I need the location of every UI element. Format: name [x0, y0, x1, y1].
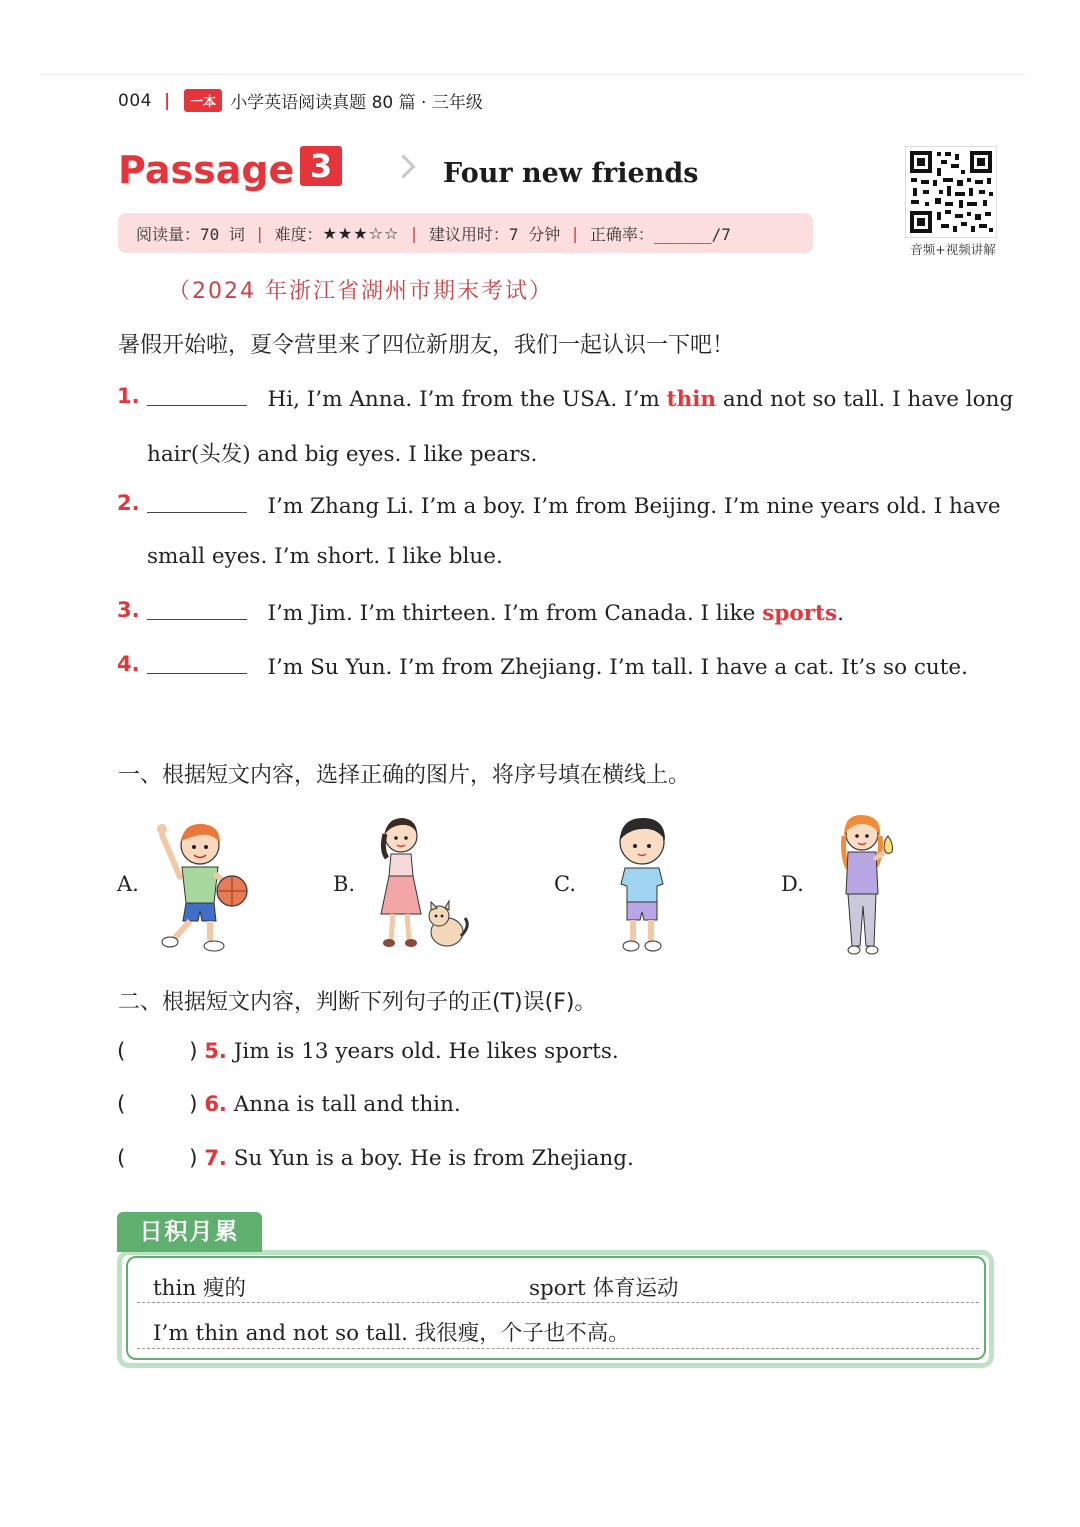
item-number: 4.	[117, 652, 140, 676]
info-bar	[118, 213, 813, 253]
girl-with-cat-image[interactable]	[365, 810, 475, 955]
answer-paren-open[interactable]: (	[117, 1039, 126, 1064]
question-text: Jim is 13 years old. He likes sports.	[233, 1039, 619, 1064]
option-label-a: A.	[117, 872, 139, 896]
answer-paren-open[interactable]: (	[117, 1146, 126, 1171]
page-number: 004	[118, 90, 152, 111]
vocab-word-sport: sport 体育运动	[529, 1276, 679, 1301]
item-2-line	[147, 490, 1001, 519]
book-title: 小学英语阅读真题 80 篇 · 三年级	[230, 93, 483, 113]
accuracy-field[interactable]: 正确率：______/7	[589, 224, 731, 244]
item-1-text: and not so tall. I have long	[716, 387, 1014, 412]
item-1-text: Hi, I’m Anna. I’m from the USA. I’m	[267, 387, 667, 412]
answer-blank[interactable]	[147, 597, 247, 620]
passage-label: Passage	[118, 148, 295, 192]
boy-blue-shirt-image[interactable]	[605, 812, 680, 957]
info-separator: |	[570, 223, 580, 243]
word-count: 阅读量：70 词	[136, 224, 245, 244]
question-text: Su Yun is a boy. He is from Zhejiang.	[233, 1146, 634, 1171]
question-number: 5.	[204, 1039, 227, 1063]
dashed-divider	[137, 1348, 979, 1349]
difficulty-stars-filled: ★★★	[322, 223, 369, 243]
header-separator: |	[163, 90, 171, 111]
difficulty-stars-empty: ☆☆	[368, 223, 400, 243]
item-2-line-2: small eyes. I’m short. I like blue.	[147, 544, 503, 569]
qr-code-icon[interactable]	[905, 146, 997, 238]
option-label-b: B.	[333, 872, 356, 896]
answer-blank[interactable]	[147, 383, 247, 406]
top-rule	[40, 74, 1025, 75]
answer-paren-close: )	[189, 1146, 198, 1171]
info-separator: |	[254, 223, 265, 243]
question-text: Anna is tall and thin.	[233, 1092, 461, 1117]
option-label-d: D.	[781, 872, 804, 896]
tf-question	[117, 1146, 634, 1171]
suggested-time: 建议用时：7 分钟	[428, 224, 561, 244]
item-3-text: I’m Jim. I’m thirteen. I’m from Canada. I like	[267, 601, 763, 626]
tf-question	[117, 1092, 461, 1117]
chevron-right-icon	[391, 154, 415, 178]
item-4-text: I’m Su Yun. I’m from Zhejiang. I’m tall. I have a cat. It’s so cute.	[267, 655, 968, 680]
keyword-thin: thin	[666, 387, 717, 412]
vocab-tab: 日积月累	[117, 1212, 262, 1252]
item-3-line	[147, 597, 844, 626]
tf-question	[117, 1039, 619, 1064]
passage-number: 3	[300, 146, 342, 186]
answer-paren-close: )	[189, 1039, 198, 1064]
vocab-sentence: I’m thin and not so tall. 我很瘦，个子也不高。	[153, 1321, 630, 1346]
keyword-sports: sports	[762, 601, 838, 626]
item-number: 3.	[117, 598, 140, 622]
answer-paren-open[interactable]: (	[117, 1092, 126, 1117]
item-1-line-2: hair(头发) and big eyes. I like pears.	[147, 442, 538, 467]
item-4-line	[147, 651, 968, 680]
dashed-divider	[137, 1302, 979, 1303]
answer-blank[interactable]	[147, 490, 247, 513]
passage-title: Four new friends	[443, 158, 699, 189]
exam-source: （2024 年浙江省湖州市期末考试）	[168, 279, 553, 304]
item-1-line	[147, 383, 1013, 412]
answer-blank[interactable]	[147, 651, 247, 674]
brand-logo: 一本	[184, 89, 222, 112]
intro-text: 暑假开始啦，夏令营里来了四位新朋友，我们一起认识一下吧！	[118, 333, 735, 358]
item-2-text: I’m Zhang Li. I’m a boy. I’m from Beijing. I’m nine years old. I have	[267, 494, 1001, 519]
vocab-word-thin: thin 瘦的	[153, 1276, 247, 1301]
answer-paren-close: )	[189, 1092, 198, 1117]
girl-with-pear-image[interactable]	[830, 810, 900, 960]
item-3-text: .	[837, 601, 844, 626]
item-number: 1.	[117, 384, 140, 408]
boy-basketball-image[interactable]	[150, 815, 255, 955]
option-label-c: C.	[554, 872, 576, 896]
running-header	[118, 88, 483, 113]
section-2-title: 二、根据短文内容，判断下列句子的正(T)误(F)。	[118, 990, 597, 1015]
difficulty-label: 难度：	[274, 224, 323, 244]
question-number: 6.	[204, 1092, 227, 1116]
item-number: 2.	[117, 491, 140, 515]
info-separator: |	[409, 223, 419, 243]
qr-caption: 音频+视频讲解	[910, 242, 996, 257]
section-1-title: 一、根据短文内容，选择正确的图片，将序号填在横线上。	[118, 763, 691, 788]
question-number: 7.	[204, 1146, 227, 1170]
